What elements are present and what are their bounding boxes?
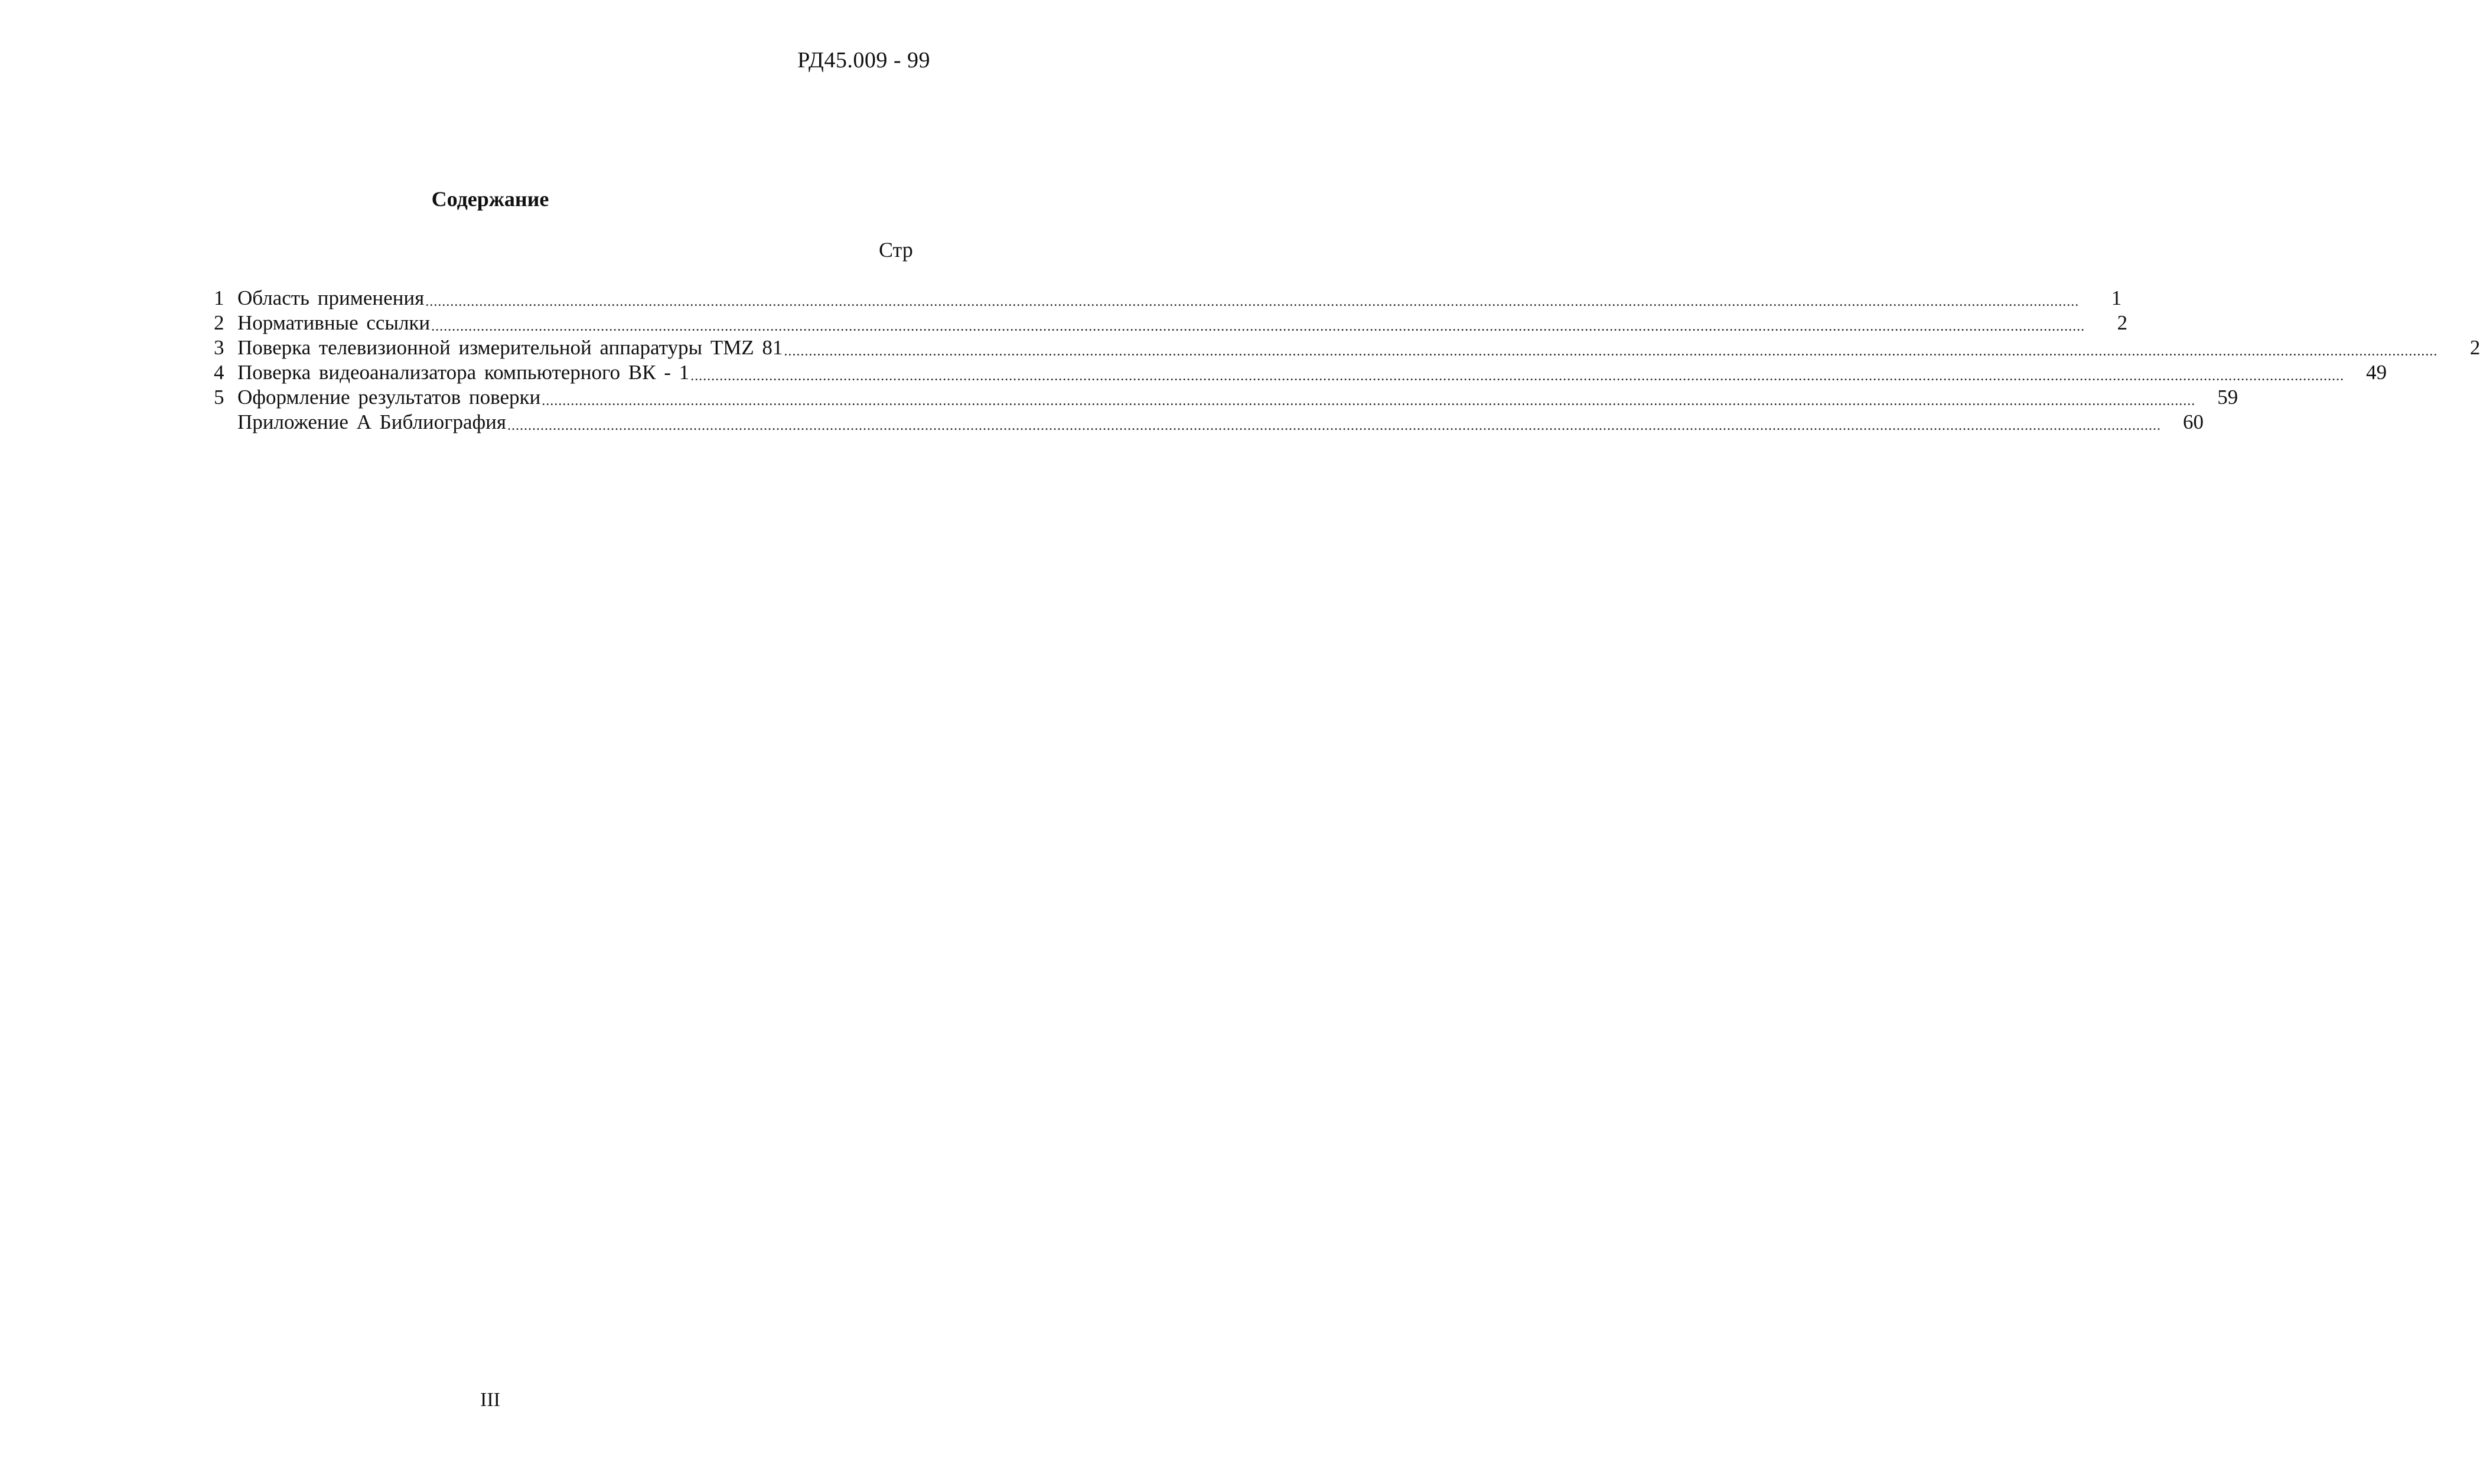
dot-leader: ................................................................................................................................................................................................................................................................................................................................................................................................................: [542, 393, 2196, 409]
toc-title: Содержание: [431, 187, 549, 211]
toc-entry-page: 2: [2469, 336, 2480, 359]
toc-entry-page: 2: [2117, 311, 2128, 334]
toc-entry-title: Область применения: [237, 286, 425, 309]
toc-entry-page: 49: [2366, 361, 2387, 384]
toc-entry-page: 60: [2183, 410, 2204, 433]
toc-entry-title: Приложение А Библиография: [237, 410, 506, 433]
toc-entry-number: 2: [214, 311, 224, 334]
page-number: III: [480, 1389, 500, 1411]
toc-entry-title: Оформление результатов поверки: [237, 386, 541, 409]
toc-entry-number: 4: [214, 361, 224, 384]
dot-leader: ................................................................................................................................................................................................................................................................................................................................................................................................................: [690, 368, 2345, 384]
toc-entry[interactable]: [214, 286, 2122, 311]
toc-entry-title: Поверка видеоанализатора компьютерного ВК - 1: [237, 361, 690, 384]
toc-entry[interactable]: [214, 311, 2128, 335]
toc-entry-title: Нормативные ссылки: [237, 311, 431, 334]
toc-entry[interactable]: [214, 410, 2204, 435]
dot-leader: ................................................................................................................................................................................................................................................................................................................................................................................................................: [784, 344, 2438, 359]
toc-entry[interactable]: [214, 360, 2387, 385]
toc-entry-page: 59: [2217, 386, 2238, 409]
toc-entry-number: 1: [214, 286, 224, 309]
document-code: РД45.009 - 99: [797, 48, 930, 73]
table-of-contents: [214, 286, 2480, 435]
toc-entry-number: 3: [214, 336, 224, 359]
dot-leader: ................................................................................................................................................................................................................................................................................................................................................................................................................: [507, 418, 2161, 433]
dot-leader: ................................................................................................................................................................................................................................................................................................................................................................................................................: [425, 294, 2080, 309]
dot-leader: ................................................................................................................................................................................................................................................................................................................................................................................................................: [431, 319, 2085, 334]
page-column-label: Стр: [879, 238, 913, 262]
toc-entry[interactable]: [214, 385, 2238, 410]
toc-entry[interactable]: [214, 335, 2480, 360]
toc-entry-title: Поверка телевизионной измерительной аппаратуры TMZ 81: [237, 336, 783, 359]
toc-entry-number: 5: [214, 386, 224, 409]
toc-entry-page: 1: [2111, 286, 2122, 309]
